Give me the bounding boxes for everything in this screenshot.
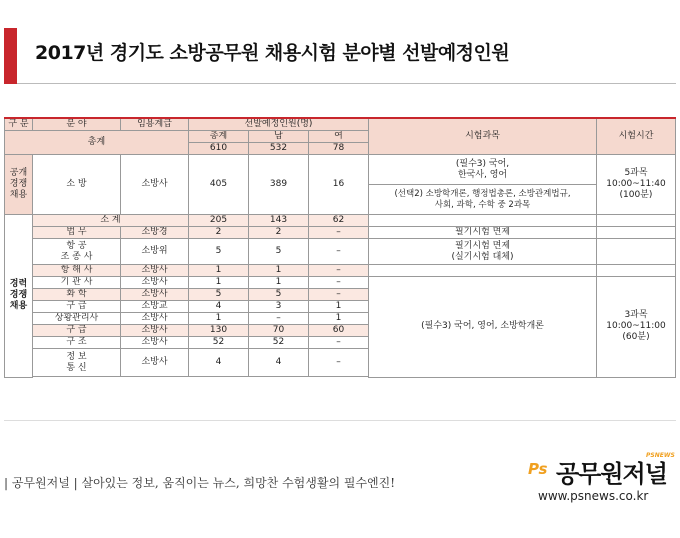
grand-total-male: 532 [249,143,309,155]
career-row-field: 구 급 [33,325,121,337]
career-navigator-subjects [369,265,597,277]
career-row-total: 52 [189,337,249,349]
logo-wordmark: 공무원저널 [556,460,667,488]
psnews-logo[interactable] [528,452,678,508]
career-subtotal-label: 소 계 [33,215,189,227]
career-row-grade: 소방경 [121,227,189,239]
career-row-female: – [309,227,369,239]
career-row-total: 5 [189,239,249,265]
open-grade: 소방사 [121,155,189,215]
grand-total-label: 총계 [5,131,189,155]
header-total: 총계 [189,131,249,143]
career-row-female: – [309,239,369,265]
logo-ps-mark: Ps [528,460,548,478]
career-subtotal-male: 143 [249,215,309,227]
open-time: 5과목 10:00~11:40 (100분) [597,155,676,215]
header-female: 여 [309,131,369,143]
title-accent-bar [4,28,17,84]
career-row-total: 1 [189,313,249,325]
career-row-total: 4 [189,349,249,377]
header-gubun: 구 분 [5,118,33,131]
grand-total-female: 78 [309,143,369,155]
career-row-female: 60 [309,325,369,337]
career-row-male: 3 [249,301,309,313]
career-subtotal-total: 205 [189,215,249,227]
header-grade: 임용계급 [121,118,189,131]
career-row-grade: 소방사 [121,289,189,301]
career-row-field: 항 해 사 [33,265,121,277]
career-group-label: 경력 경쟁 채용 [5,215,33,378]
career-row-total: 1 [189,277,249,289]
logo-small-text: PSNEWS [646,452,675,459]
header-planned: 선발예정인원(명) [189,118,369,131]
header-subjects: 시험과목 [369,118,597,155]
career-row-field: 구 급 [33,301,121,313]
open-female: 16 [309,155,369,215]
open-male: 389 [249,155,309,215]
page-title: 2017년 경기도 소방공무원 채용시험 분야별 선발예정인원 [35,42,510,64]
career-row-female: – [309,337,369,349]
career-row-total: 130 [189,325,249,337]
open-group-label: 공개 경쟁 채용 [5,155,33,215]
career-row-male: 70 [249,325,309,337]
career-row-grade: 소방교 [121,301,189,313]
career-row-field: 법 무 [33,227,121,239]
recruitment-table [4,117,676,378]
header-bunya: 분 야 [33,118,121,131]
title-underline [17,83,676,84]
career-row-total: 4 [189,301,249,313]
header-male: 남 [249,131,309,143]
career-row-female: – [309,289,369,301]
career-subtotal-time [597,215,676,227]
career-row-male: 5 [249,239,309,265]
career-row-grade: 소방위 [121,239,189,265]
grand-total-value: 610 [189,143,249,155]
career-law-time [597,227,676,239]
career-row-male: 52 [249,337,309,349]
open-subjects-elective: (선택2) 소방학개론, 행정법총론, 소방관계법규, 사회, 과학, 수학 중 2과목 [369,185,597,215]
career-row-field: 화 학 [33,289,121,301]
career-law-subjects: 필기시험 면제 [369,227,597,239]
career-row-grade: 소방사 [121,337,189,349]
career-row-grade: 소방사 [121,277,189,289]
career-row-total: 2 [189,227,249,239]
header-time: 시험시간 [597,118,676,155]
career-subtotal-subjects [369,215,597,227]
career-row-male: 5 [249,289,309,301]
career-row-female: – [309,349,369,377]
site-url[interactable]: www.psnews.co.kr [538,489,649,503]
career-row-field: 구 조 [33,337,121,349]
career-row-field: 정 보 통 신 [33,349,121,377]
open-total: 405 [189,155,249,215]
career-row-field: 항 공 조 종 사 [33,239,121,265]
career-navigator-time [597,265,676,277]
career-row-female: 1 [309,313,369,325]
career-row-female: – [309,277,369,289]
career-common-time: 3과목 10:00~11:00 (60분) [597,277,676,378]
career-row-male: 4 [249,349,309,377]
footer-tagline: | 공무원저널 | 살아있는 정보, 움직이는 뉴스, 희망찬 수험생활의 필수엔진! [4,476,396,490]
open-subjects-required: (필수3) 국어, 한국사, 영어 [369,155,597,185]
career-row-female: – [309,265,369,277]
career-row-grade: 소방사 [121,349,189,377]
career-pilot-time [597,239,676,265]
career-pilot-subjects: 필기시험 면제 (실기시험 대체) [369,239,597,265]
career-row-total: 5 [189,289,249,301]
career-subtotal-female: 62 [309,215,369,227]
career-row-male: 2 [249,227,309,239]
title-bar [4,28,676,84]
career-row-male: 1 [249,265,309,277]
career-row-field: 상황관리사 [33,313,121,325]
open-field: 소 방 [33,155,121,215]
career-row-field: 기 관 사 [33,277,121,289]
career-common-subjects: (필수3) 국어, 영어, 소방학개론 [369,277,597,378]
career-row-grade: 소방사 [121,265,189,277]
career-row-grade: 소방사 [121,325,189,337]
career-row-male: – [249,313,309,325]
footer-divider [4,420,676,421]
career-row-male: 1 [249,277,309,289]
career-row-total: 1 [189,265,249,277]
career-row-female: 1 [309,301,369,313]
career-row-grade: 소방사 [121,313,189,325]
spacer [33,377,369,378]
